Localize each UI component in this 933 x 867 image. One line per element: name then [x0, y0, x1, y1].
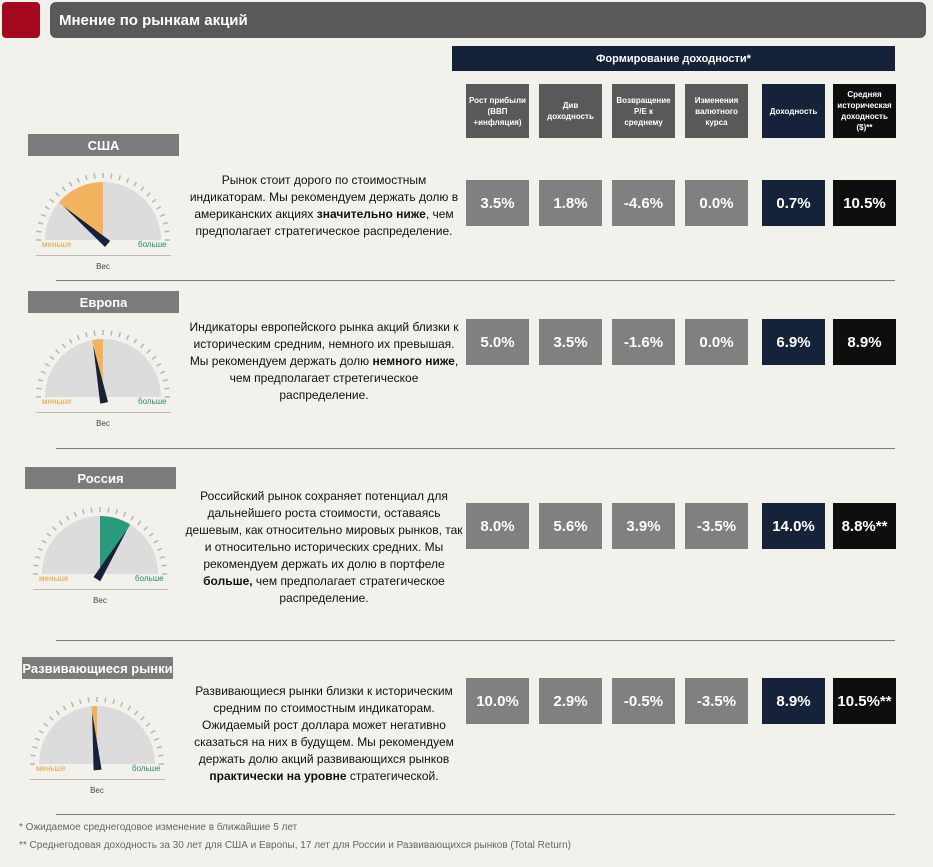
gauge-tick	[56, 350, 60, 354]
gauge-tick	[121, 702, 123, 707]
section-divider	[56, 814, 895, 815]
gauge-tick	[50, 717, 54, 721]
gauge-tick	[47, 533, 51, 536]
gauge-tick	[31, 755, 36, 756]
gauge-label-more: больше	[138, 397, 167, 406]
gauge-tick	[50, 356, 54, 359]
page-title: Мнение по рынкам акций	[50, 2, 926, 38]
gauge-tick	[111, 174, 112, 179]
market-description	[184, 488, 464, 607]
gauge-tick	[35, 557, 40, 558]
return-value-cell: 10.5%	[833, 180, 896, 226]
gauge-tick	[86, 332, 87, 337]
return-value-cell: 2.9%	[539, 678, 602, 724]
weight-gauge	[22, 682, 182, 807]
gauge-tick	[152, 356, 156, 359]
gauge-tick	[38, 380, 43, 381]
gauge-tick	[116, 509, 117, 514]
return-value-cell: 10.0%	[466, 678, 529, 724]
market-label: США	[28, 134, 179, 156]
gauge-tick	[94, 331, 95, 336]
market-description	[184, 683, 464, 785]
section-divider	[56, 280, 895, 281]
gauge-tick	[77, 178, 79, 183]
gauge-tick	[147, 193, 151, 197]
gauge-tick	[152, 199, 156, 202]
gauge-tick	[56, 193, 60, 197]
gauge-baseline	[30, 779, 165, 780]
gauge-tick	[94, 174, 95, 179]
description-emphasis: значительно ниже	[316, 207, 426, 221]
gauge-tick	[138, 521, 141, 525]
gauge-tick	[149, 533, 153, 536]
description-text: чем предполагает стратегическое распределение.	[252, 574, 445, 605]
gauge-tick	[160, 557, 165, 558]
description-text: , чем предполагает стретегическое распределение.	[229, 354, 459, 402]
column-header: Рост прибыли (ВВП +инфляция)	[466, 84, 529, 138]
gauge-label-less: меньше	[36, 764, 66, 773]
gauge-tick	[111, 331, 112, 336]
gauge-tick	[67, 516, 70, 520]
gauge-tick	[35, 738, 40, 740]
description-emphasis: немного ниже	[372, 354, 455, 368]
description-text: Развивающиеся рынки близки к историческим средним по стоимостным индикаторам. Ожидаемый рост доллара может негативно сказаться на них в будущем. Мы рекомендуем держать долю акций развивающихся рынков	[194, 684, 454, 766]
gauge-tick	[91, 508, 92, 513]
gauge-tick	[164, 388, 169, 389]
gauge-tick	[62, 344, 65, 348]
return-value-cell: 0.0%	[685, 319, 748, 365]
weight-gauge-dial	[22, 682, 182, 792]
gauge-tick	[53, 527, 57, 531]
gauge-tick	[71, 702, 73, 707]
gauge-tick	[163, 380, 168, 381]
section-divider	[56, 640, 895, 641]
gauge-tick	[119, 175, 120, 180]
return-value-cell: -4.6%	[612, 180, 675, 226]
gauge-tick	[154, 541, 158, 544]
return-value-cell: 8.9%	[833, 319, 896, 365]
gauge-tick	[45, 364, 49, 367]
gauge-tick	[83, 509, 84, 514]
gauge-tick	[128, 706, 131, 710]
gauge-tick	[50, 199, 54, 202]
gauge-tick	[157, 364, 161, 367]
gauge-tick	[113, 699, 114, 704]
column-header: Изменения валютного курса	[685, 84, 748, 138]
gauge-tick	[157, 548, 162, 550]
return-value-cell: 3.5%	[466, 180, 529, 226]
return-value-cell: 3.5%	[539, 319, 602, 365]
description-text: стратегической.	[346, 769, 439, 783]
return-value-cell: 3.9%	[612, 503, 675, 549]
gauge-label-weight: Вес	[93, 596, 107, 605]
description-emphasis: практически на уровне	[209, 769, 347, 783]
return-value-cell: 1.8%	[539, 180, 602, 226]
gauge-tick	[151, 731, 155, 734]
return-value-cell: -3.5%	[685, 678, 748, 724]
gauge-tick	[119, 332, 120, 337]
market-label: Развивающиеся рынки	[22, 657, 173, 679]
gauge-label-less: меньше	[42, 397, 72, 406]
gauge-tick	[44, 723, 48, 726]
gauge-tick	[147, 350, 151, 354]
gauge-tick	[86, 175, 87, 180]
gauge-tick	[59, 521, 62, 525]
weight-gauge-dial	[28, 158, 188, 268]
market-label: Европа	[28, 291, 179, 313]
gauge-tick	[70, 339, 73, 343]
return-value-cell: 0.0%	[685, 180, 748, 226]
description-emphasis: больше,	[203, 574, 253, 588]
gauge-tick	[141, 344, 144, 348]
column-header: Див доходность	[539, 84, 602, 138]
gauge-tick	[64, 706, 67, 710]
weight-gauge-dial	[25, 492, 185, 602]
brand-logo-square	[2, 2, 40, 38]
gauge-tick	[74, 512, 76, 517]
return-value-cell: 14.0%	[762, 503, 825, 549]
gauge-label-more: больше	[138, 240, 167, 249]
column-header: Доходность	[762, 84, 825, 138]
gauge-tick	[45, 207, 49, 210]
gauge-tick	[108, 508, 109, 513]
gauge-tick	[56, 711, 59, 715]
gauge-label-weight: Вес	[96, 419, 110, 428]
gauge-tick	[135, 711, 138, 715]
gauge-tick	[41, 371, 46, 373]
market-description	[184, 319, 464, 404]
return-value-cell: 5.6%	[539, 503, 602, 549]
gauge-tick	[38, 223, 43, 224]
gauge-tick	[70, 182, 73, 186]
gauge-tick	[154, 738, 159, 740]
return-value-cell: 6.9%	[762, 319, 825, 365]
gauge-tick	[127, 335, 129, 340]
return-value-cell: 8.0%	[466, 503, 529, 549]
description-text: Российский рынок сохраняет потенциал для дальнейшего роста стоимости, оставаясь дешевым, как относительно мировых рынков, так и относительно исторических средних. Мы рекомендуем держать их долю в портфеле	[185, 489, 463, 571]
gauge-baseline	[33, 589, 168, 590]
section-divider	[56, 448, 895, 449]
gauge-tick	[160, 371, 165, 373]
gauge-tick	[124, 512, 126, 517]
return-value-cell: 8.8%**	[833, 503, 896, 549]
weight-gauge	[28, 315, 188, 440]
gauge-tick	[88, 698, 89, 703]
column-header: Средняя историческая доходность ($)**	[833, 84, 896, 138]
gauge-tick	[141, 187, 144, 191]
gauge-tick	[160, 214, 165, 216]
gauge-label-weight: Вес	[96, 262, 110, 271]
gauge-tick	[164, 231, 169, 232]
return-value-cell: 5.0%	[466, 319, 529, 365]
gauge-tick	[41, 214, 46, 216]
gauge-tick	[141, 717, 145, 721]
gauge-tick	[157, 747, 162, 748]
return-value-cell: -3.5%	[685, 503, 748, 549]
gauge-tick	[77, 335, 79, 340]
gauge-tick	[131, 516, 134, 520]
return-value-cell: 0.7%	[762, 180, 825, 226]
gauge-tick	[80, 699, 81, 704]
weight-gauge	[25, 492, 185, 617]
gauge-tick	[134, 182, 137, 186]
weight-gauge-dial	[28, 315, 188, 425]
gauge-tick	[134, 339, 137, 343]
gauge-tick	[127, 178, 129, 183]
gauge-tick	[144, 527, 148, 531]
return-value-cell: -0.5%	[612, 678, 675, 724]
gauge-tick	[37, 388, 42, 389]
gauge-tick	[62, 187, 65, 191]
column-header: Возвращение P/E к среднему	[612, 84, 675, 138]
gauge-baseline	[36, 412, 171, 413]
gauge-tick	[157, 207, 161, 210]
gauge-label-less: меньше	[39, 574, 69, 583]
gauge-tick	[37, 231, 42, 232]
gauge-label-more: больше	[135, 574, 164, 583]
gauge-tick	[42, 541, 46, 544]
gauge-tick	[161, 565, 166, 566]
return-value-cell: -1.6%	[612, 319, 675, 365]
market-label: Россия	[25, 467, 176, 489]
description-text: Рынок стоит дорого по стоимостным индикаторам. Мы рекомендуем держать долю в американских акциях	[189, 173, 459, 221]
gauge-label-more: больше	[132, 764, 161, 773]
gauge-tick	[146, 723, 150, 726]
gauge-tick	[39, 731, 43, 734]
gauge-tick	[34, 565, 39, 566]
gauge-tick	[158, 755, 163, 756]
footnote-1: * Ожидаемое среднегодовое изменение в ближайшие 5 лет	[19, 822, 298, 833]
gauge-tick	[163, 223, 168, 224]
gauge-tick	[38, 548, 43, 550]
weight-gauge	[28, 158, 188, 283]
gauge-label-weight: Вес	[90, 786, 104, 795]
market-description	[184, 172, 464, 240]
gauge-baseline	[36, 255, 171, 256]
gauge-label-less: меньше	[42, 240, 72, 249]
gauge-tick	[32, 747, 37, 748]
return-value-cell: 10.5%**	[833, 678, 896, 724]
description-text: , чем предполагает стратегическое распределение.	[195, 207, 454, 238]
description-text: Индикаторы европейского рынка акций близки к историческим средним, немного их превышая. Мы рекомендуем держать долю	[189, 320, 459, 368]
returns-header-band: Формирование доходности*	[452, 46, 895, 71]
footnote-2: ** Среднегодовая доходность за 30 лет для США и Европы, 17 лет для России и Развивающихся рынков (Total Return)	[19, 840, 572, 851]
gauge-tick	[105, 698, 106, 703]
return-value-cell: 8.9%	[762, 678, 825, 724]
